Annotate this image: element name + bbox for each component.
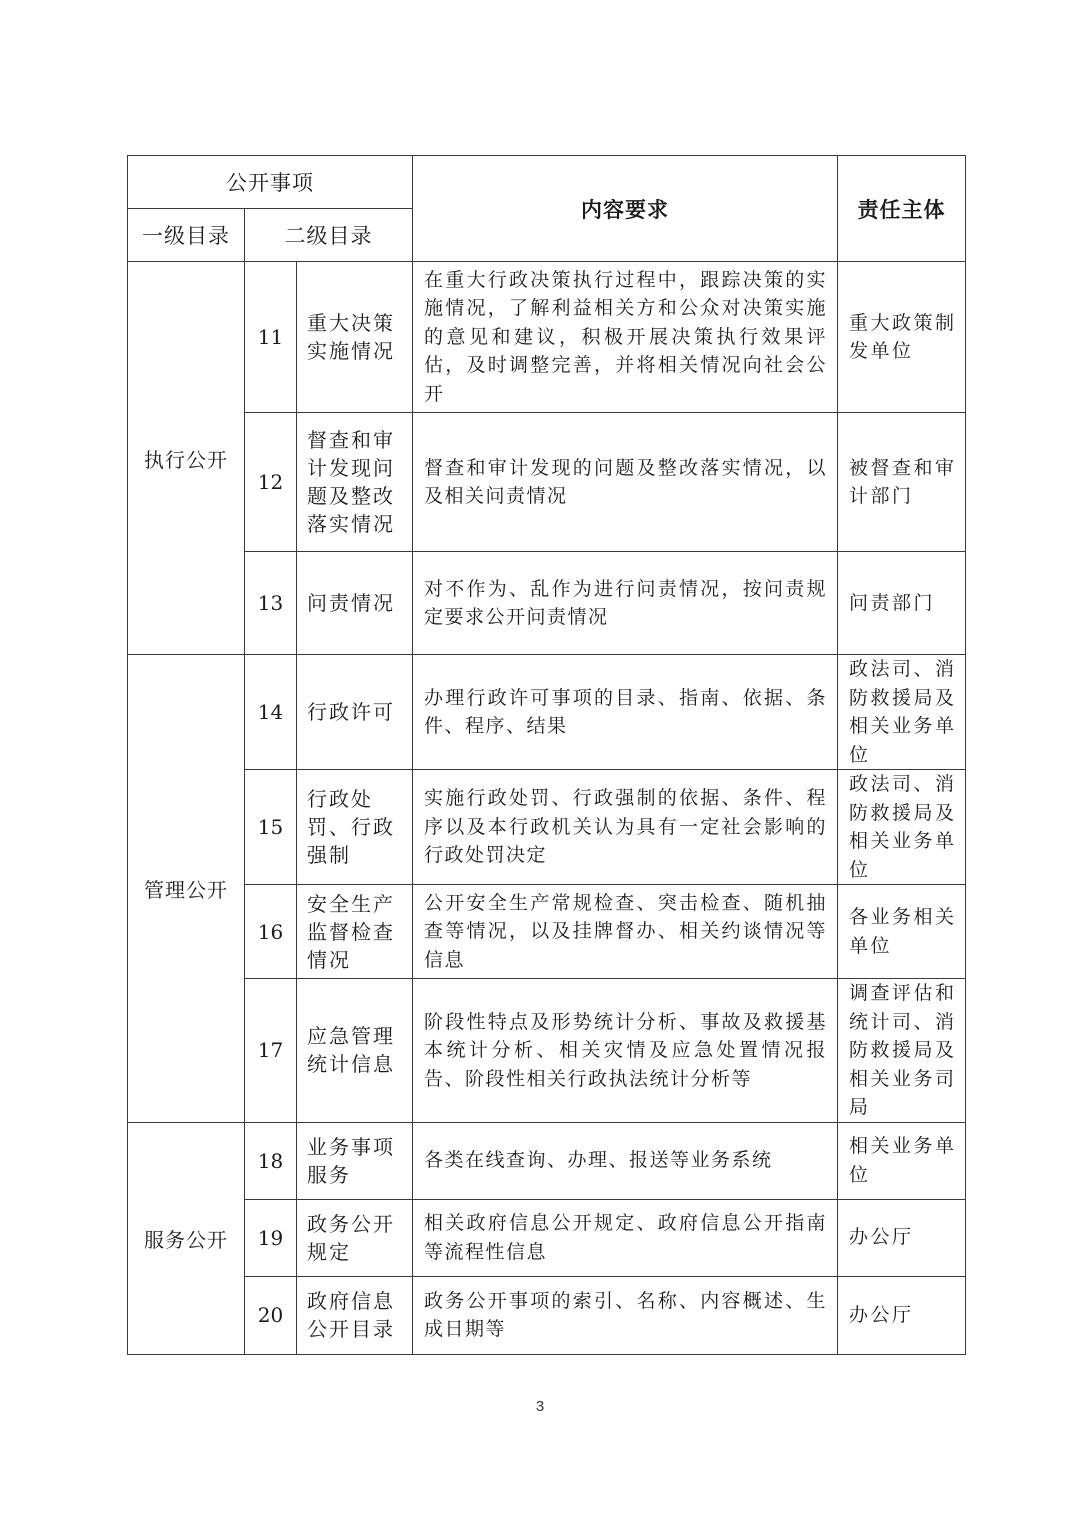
row-content: 督查和审计发现的问题及整改落实情况，以及相关问责情况 bbox=[413, 413, 838, 552]
row-content: 相关政府信息公开规定、政府信息公开指南等流程性信息 bbox=[413, 1199, 838, 1276]
table-row bbox=[128, 979, 966, 1123]
row-item: 安全生产监督检查情况 bbox=[297, 885, 413, 979]
row-responsible: 政法司、消防救援局及相关业务单位 bbox=[838, 770, 966, 885]
row-responsible: 政法司、消防救援局及相关业务单位 bbox=[838, 655, 966, 770]
row-responsible: 重大政策制发单位 bbox=[838, 262, 966, 413]
row-content: 政务公开事项的索引、名称、内容概述、生成日期等 bbox=[413, 1276, 838, 1354]
header-content-requirements: 内容要求 bbox=[413, 156, 838, 262]
row-content: 办理行政许可事项的目录、指南、依据、条件、程序、结果 bbox=[413, 655, 838, 770]
row-content: 公开安全生产常规检查、突击检查、随机抽查等情况，以及挂牌督办、相关约谈情况等信息 bbox=[413, 885, 838, 979]
header-level1: 一级目录 bbox=[128, 209, 245, 262]
row-number: 18 bbox=[245, 1122, 297, 1199]
row-content: 对不作为、乱作为进行问责情况，按问责规定要求公开问责情况 bbox=[413, 552, 838, 655]
table-row bbox=[128, 1276, 966, 1354]
row-number: 11 bbox=[245, 262, 297, 413]
table-row bbox=[128, 413, 966, 552]
table-row bbox=[128, 1199, 966, 1276]
row-responsible: 各业务相关单位 bbox=[838, 885, 966, 979]
row-responsible: 被督查和审计部门 bbox=[838, 413, 966, 552]
table-row bbox=[128, 655, 966, 770]
row-number: 19 bbox=[245, 1199, 297, 1276]
category-execution: 执行公开 bbox=[128, 262, 245, 655]
row-responsible: 办公厅 bbox=[838, 1276, 966, 1354]
row-responsible: 问责部门 bbox=[838, 552, 966, 655]
row-responsible: 相关业务单位 bbox=[838, 1122, 966, 1199]
row-number: 17 bbox=[245, 979, 297, 1123]
row-number: 13 bbox=[245, 552, 297, 655]
row-number: 16 bbox=[245, 885, 297, 979]
category-management: 管理公开 bbox=[128, 655, 245, 1123]
table-row bbox=[128, 770, 966, 885]
row-number: 20 bbox=[245, 1276, 297, 1354]
row-responsible: 办公厅 bbox=[838, 1199, 966, 1276]
header-public-items: 公开事项 bbox=[128, 156, 413, 209]
row-content: 在重大行政决策执行过程中，跟踪决策的实施情况，了解利益相关方和公众对决策实施的意见和建议，积极开展决策执行效果评估，及时调整完善，并将相关情况向社会公开 bbox=[413, 262, 838, 413]
row-item: 政府信息公开目录 bbox=[297, 1276, 413, 1354]
row-item: 政务公开规定 bbox=[297, 1199, 413, 1276]
row-item: 重大决策实施情况 bbox=[297, 262, 413, 413]
row-content: 实施行政处罚、行政强制的依据、条件、程序以及本行政机关认为具有一定社会影响的行政处罚决定 bbox=[413, 770, 838, 885]
row-item: 应急管理统计信息 bbox=[297, 979, 413, 1123]
row-number: 15 bbox=[245, 770, 297, 885]
table-row bbox=[128, 885, 966, 979]
row-content: 阶段性特点及形势统计分析、事故及救援基本统计分析、相关灾情及应急处置情况报告、阶段性相关行政执法统计分析等 bbox=[413, 979, 838, 1123]
row-item: 业务事项服务 bbox=[297, 1122, 413, 1199]
row-number: 14 bbox=[245, 655, 297, 770]
row-item: 行政处罚、行政强制 bbox=[297, 770, 413, 885]
row-number: 12 bbox=[245, 413, 297, 552]
row-content: 各类在线查询、办理、报送等业务系统 bbox=[413, 1122, 838, 1199]
row-responsible: 调查评估和统计司、消防救援局及相关业务司局 bbox=[838, 979, 966, 1123]
header-row-1 bbox=[128, 156, 966, 209]
header-level2: 二级目录 bbox=[245, 209, 413, 262]
table-row bbox=[128, 1122, 966, 1199]
disclosure-table bbox=[127, 155, 966, 1355]
category-service: 服务公开 bbox=[128, 1122, 245, 1354]
row-item: 督查和审计发现问题及整改落实情况 bbox=[297, 413, 413, 552]
page-number: 3 bbox=[535, 1398, 545, 1415]
header-responsible-party: 责任主体 bbox=[838, 156, 966, 262]
table-row bbox=[128, 552, 966, 655]
table-row bbox=[128, 262, 966, 413]
row-item: 行政许可 bbox=[297, 655, 413, 770]
row-item: 问责情况 bbox=[297, 552, 413, 655]
